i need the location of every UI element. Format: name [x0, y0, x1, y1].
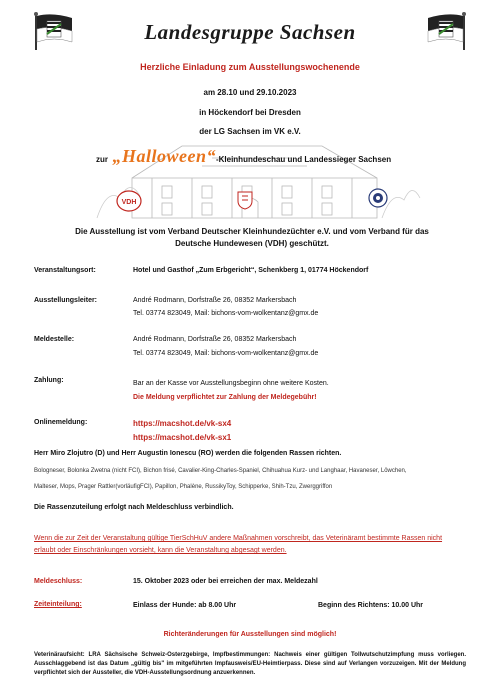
show-suffix: -Kleinhundeschau und Landessieger Sachsen — [215, 155, 392, 164]
breeds-list-line2: Malteser, Mops, Prager Rattler(vorläufigFCI), Papillon, Phalène, RussikyToy, Schipperke, Shih-Tzu, Zwerggriffon — [34, 484, 333, 490]
breeds-list-line1: Bologneser, Bolonka Zwetna (nicht FCI), Bichon frisé, Cavalier-King-Charles-Spaniel, Chihuahua Kurz- und Langhaar, Havaneser, Löwchen, — [34, 468, 407, 474]
show-manager-contact: Tel. 03774 823049, Mail: bichons-vom-wolkentanz@gmx.de — [133, 310, 319, 317]
event-place: in Höckendorf bei Dresden — [199, 108, 301, 117]
entry-office-contact: Tel. 03774 823049, Mail: bichons-vom-wolkentanz@gmx.de — [133, 350, 319, 357]
vdh-logo — [116, 190, 142, 212]
online-link-sx4[interactable]: https://macshot.de/vk-sx4 — [133, 419, 232, 428]
vet-supervision-note: Veterinäraufsicht: LRA Sächsische Schweiz-Osterzgebirge, Impfbestimmungen: Nachweis einer gültigen Tollwutschutzimpfung muss vorliegen. Ausschlaggebend ist das Datum „gültig bis" im mitgeführten Impfausweis/EU-Heimtierpass. Diese sind auf Verlangen vorzuzeigen. Mit der Meldung verpflichtet sich der Aussteller, die VDH-Ausstellungsordnung anzuerkennen. — [34, 652, 466, 676]
schedule-entry: Einlass der Hunde: ab 8.00 Uhr — [133, 602, 237, 609]
entry-office-address: André Rodmann, Dorfstraße 26, 08352 Markersbach — [133, 336, 297, 343]
venue-label: Veranstaltungsort: — [34, 267, 96, 274]
deadline-value: 15. Oktober 2023 oder bei erreichen der max. Meldezahl — [133, 578, 318, 585]
invitation-heading: Herzliche Einladung zum Ausstellungswochenende — [140, 62, 360, 72]
show-title-line — [96, 146, 391, 167]
halloween-title: „Halloween“ — [112, 146, 216, 166]
schedule-label: Zeiteinteilung: — [34, 601, 82, 608]
show-manager-label: Ausstellungsleiter: — [34, 297, 98, 304]
event-organizer: der LG Sachsen im VK e.V. — [199, 127, 301, 136]
judges-line: Herr Miro Zlojutro (D) und Herr Augustin Ionescu (RO) werden die folgenden Rassen richten. — [34, 450, 342, 457]
payment-cash: Bar an der Kasse vor Ausstellungsbeginn ohne weitere Kosten. — [133, 380, 329, 387]
deadline-label: Meldeschluss: — [34, 578, 83, 585]
schedule-judging: Beginn des Richtens: 10.00 Uhr — [318, 602, 424, 609]
club-crest-icon — [236, 190, 254, 210]
entry-office-label: Meldestelle: — [34, 336, 75, 343]
vdh-logo-text: VDH — [121, 199, 137, 206]
judge-change-note: Richteränderungen für Ausstellungen sind möglich! — [163, 631, 337, 638]
page-title: Landesgruppe Sachsen — [144, 20, 356, 44]
cancellation-warning: Wenn die zur Zeit der Veranstaltung gültige TierSchHuV andere Maßnahmen vorschreibt, das Veterinäramt bestimmte Rassen nicht erlaubt oder Einschränkungen vorsieht, kann die Veranstaltung abgesagt werden. — [34, 535, 443, 554]
show-prefix: zur — [96, 155, 108, 164]
payment-label: Zahlung: — [34, 377, 64, 384]
venue-value: Hotel und Gasthof „Zum Erbgericht“, Schenkberg 1, 01774 Höckendorf — [133, 267, 369, 274]
event-dates: am 28.10 und 29.10.2023 — [203, 88, 297, 97]
protection-note: Die Ausstellung ist vom Verband Deutscher Kleinhundezüchter e.V. und vom Verband für das Deutsche Hundewesen (VDH) geschützt. — [75, 227, 429, 248]
online-label: Onlinemeldung: — [34, 419, 88, 426]
fci-logo-icon — [368, 188, 388, 208]
allocation-note: Die Rassenzuteilung erfolgt nach Meldeschluss verbindlich. — [34, 504, 234, 511]
show-manager-address: André Rodmann, Dorfstraße 26, 08352 Markersbach — [133, 297, 297, 304]
online-link-sx1[interactable]: https://macshot.de/vk-sx1 — [133, 433, 232, 442]
payment-obligation: Die Meldung verpflichtet zur Zahlung der Meldegebühr! — [133, 394, 317, 401]
